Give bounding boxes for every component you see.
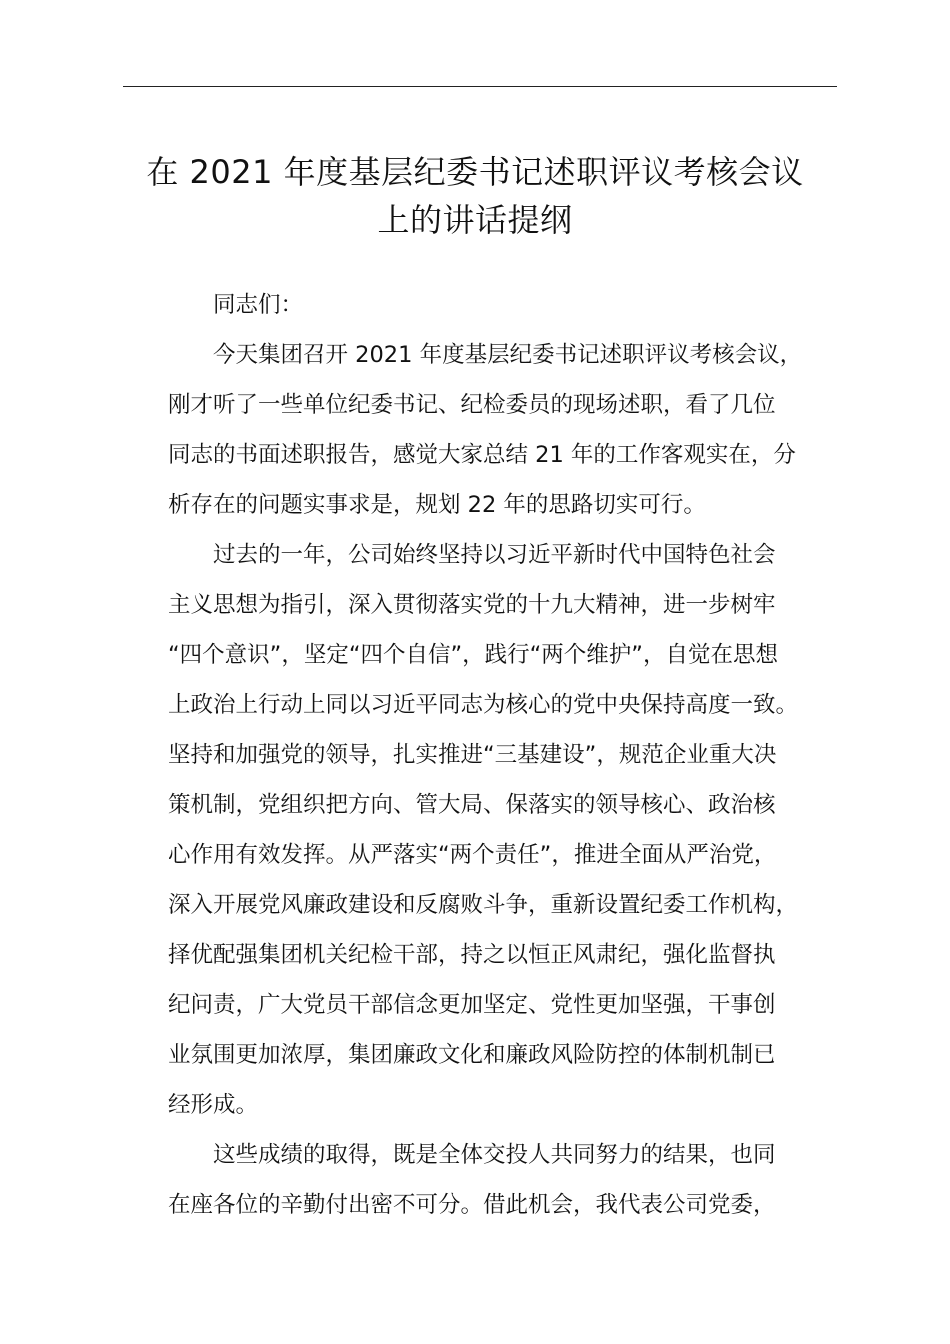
text-line: 坚持和加强党的领导，扎实推进“三基建设”，规范企业重大决	[168, 742, 777, 768]
header-rule	[123, 86, 837, 87]
text-line: 心作用有效发挥。从严落实“两个责任”，推进全面从严治党，	[168, 842, 777, 868]
text-line: 同志的书面述职报告，感觉大家总结 21 年的工作客观实在，分	[168, 442, 796, 468]
text-line: “四个意识”，坚定“四个自信”，践行“两个维护”，自觉在思想	[168, 642, 778, 668]
document-body	[123, 280, 837, 1230]
title-line-2: 上的讲话提纲	[377, 201, 573, 239]
text-line: 策机制，党组织把方向、管大局、保落实的领导核心、政治核	[168, 792, 776, 818]
text-line: 析存在的问题实事求是，规划 22 年的思路切实可行。	[168, 492, 706, 518]
text-line: 同志们：	[213, 292, 304, 318]
text-line: 在座各位的辛勤付出密不可分。借此机会，我代表公司党委，	[168, 1192, 776, 1218]
text-line: 经形成。	[168, 1092, 259, 1118]
text-line: 这些成绩的取得，既是全体交投人共同努力的结果，也同	[213, 1142, 776, 1168]
text-line: 业氛围更加浓厚，集团廉政文化和廉政风险防控的体制机制已	[168, 1042, 776, 1068]
text-line: 择优配强集团机关纪检干部，持之以恒正风肃纪，强化监督执	[168, 942, 776, 968]
text-line: 今天集团召开 2021 年度基层纪委书记述职评议考核会议，	[213, 342, 803, 368]
title-line-1: 在 2021 年度基层纪委书记述职评议考核会议	[146, 153, 804, 191]
text-line: 主义思想为指引，深入贯彻落实党的十九大精神，进一步树牢	[168, 592, 776, 618]
text-line: 上政治上行动上同以习近平同志为核心的党中央保持高度一致。	[168, 692, 799, 718]
text-line: 过去的一年，公司始终坚持以习近平新时代中国特色社会	[213, 542, 776, 568]
text-line: 纪问责，广大党员干部信念更加坚定、党性更加坚强，干事创	[168, 992, 776, 1018]
text-line: 刚才听了一些单位纪委书记、纪检委员的现场述职，看了几位	[168, 392, 776, 418]
opening-paragraph	[123, 330, 837, 530]
document-title	[100, 148, 850, 244]
salutation-paragraph	[123, 280, 837, 330]
thanks-paragraph	[123, 1130, 837, 1230]
review-paragraph	[123, 530, 837, 1130]
text-line: 深入开展党风廉政建设和反腐败斗争，重新设置纪委工作机构，	[168, 892, 799, 918]
